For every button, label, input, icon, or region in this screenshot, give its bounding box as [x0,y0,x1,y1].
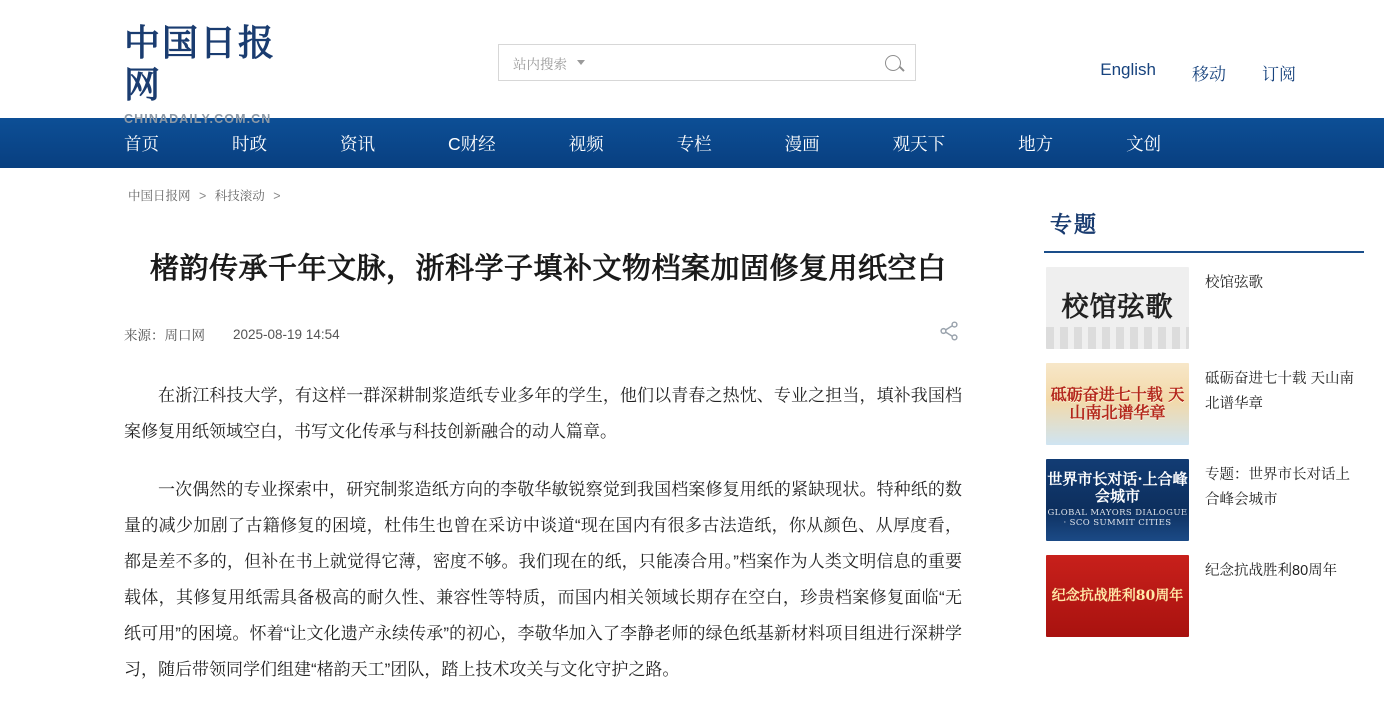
breadcrumb [124,168,984,204]
nav-item-news[interactable]: 资讯 [340,133,375,154]
breadcrumb-separator-2: > [273,189,281,203]
nav-item-local[interactable]: 地方 [1018,133,1054,154]
breadcrumb-item-site[interactable]: 中国日报网 [128,189,191,203]
sidebar-title: 专题 [1044,190,1364,253]
thumbnail-label: 校馆弦歌 [1061,292,1174,324]
nav-item-culture[interactable]: 文创 [1126,133,1162,154]
thumbnail-label-sub: GLOBAL MAYORS DIALOGUE · SCO SUMMIT CITIES [1047,508,1188,529]
list-item[interactable] [1044,253,1364,349]
list-item-label: 纪念抗战胜利80周年 [1205,563,1338,579]
search-button[interactable] [871,45,915,80]
search-input[interactable] [585,45,871,80]
nav-item-home[interactable]: 首页 [124,133,159,154]
thumbnail-label [1046,471,1189,529]
article-date: 2025-08-19 14:54 [233,326,340,342]
header-link-mobile[interactable]: 移动 [1192,65,1226,84]
list-item[interactable] [1044,349,1364,445]
list-item[interactable] [1044,541,1364,637]
nav-item-finance[interactable]: C财经 [448,133,496,154]
thumbnail-image[interactable] [1046,555,1189,637]
search-box[interactable] [498,44,916,81]
thumbnail-image[interactable] [1046,459,1189,541]
list-item-label: 砥砺奋进七十载 天山南北谱华章 [1205,371,1355,412]
nav-item-politics[interactable]: 时政 [232,133,267,154]
chevron-down-icon [577,60,585,65]
page-title: 楮韵传承千年文脉，浙科学子填补文物档案加固修复用纸空白 [150,251,947,285]
list-item-label: 专题：世界市长对话上合峰会城市 [1205,467,1350,508]
nav-item-column[interactable]: 专栏 [676,133,712,154]
thumbnail-image[interactable] [1046,363,1189,445]
thumbnail-label-main: 世界市长对话·上合峰会城市 [1047,469,1188,506]
search-scope-selector[interactable] [499,53,585,73]
thumbnail-image[interactable] [1046,267,1189,349]
header-link-english[interactable]: English [1100,60,1156,79]
thumbnail-label: 砥砺奋进七十载 天山南北谱华章 [1050,384,1185,422]
list-item-label: 校馆弦歌 [1205,275,1263,291]
breadcrumb-separator: > [199,189,207,203]
sidebar [1044,168,1364,710]
share-icon[interactable] [938,320,960,342]
header-link-subscribe[interactable]: 订阅 [1262,65,1296,84]
thumbnail-label: 纪念抗战胜利80周年 [1051,587,1184,604]
article-column [124,168,984,710]
search-icon [885,55,901,71]
search-scope-label: 站内搜索 [513,56,567,72]
nav-item-comics[interactable]: 漫画 [784,133,820,154]
header-links [1100,60,1296,85]
article-meta [124,320,984,348]
list-item[interactable] [1044,445,1364,541]
site-header [0,0,1384,126]
nav-item-world[interactable]: 观天下 [892,133,946,154]
nav-item-video[interactable]: 视频 [568,133,604,154]
site-logo[interactable] [124,22,304,126]
breadcrumb-item-section[interactable]: 科技滚动 [214,189,265,203]
page-content [0,168,1384,710]
logo-title-cn: 中国日报网 [124,22,277,106]
article-paragraph: 在浙江科技大学，有这样一群深耕制浆造纸专业多年的学生，他们以青春之热忱、专业之担当，填补我国档案修复用纸领域空白，书写文化传承与科技创新融合的动人篇章。 [124,386,962,441]
article-source: 来源：周口网 [124,328,205,343]
article-paragraph: 一次偶然的专业探索中，研究制浆造纸方向的李敬华敏锐察觉到我国档案修复用纸的紧缺现状。特种纸的数量的减少加剧了古籍修复的困境，杜伟生也曾在采访中谈道“现在国内有很多古法造纸，你从颜色、从厚度看，都是差不多的，但补在书上就觉得它薄，密度不够。我们现在的纸，只能凑合用。”档案作为人类文明信息的重要载体，其修复用纸需具备极高的耐久性、兼容性等特质，而国内相关领域长期存在空白，珍贵档案修复面临“无纸可用”的困境。怀着“让文化遗产永续传承”的初心，李敬华加入了李静老师的绿色纸基新材料项目组进行深耕学习，随后带领同学们组建“楮韵天工”团队，踏上技术攻关与文化守护之路。 [124,480,962,679]
article-body [124,378,984,688]
logo-title-en: CHINADAILY.COM.CN [124,112,272,126]
